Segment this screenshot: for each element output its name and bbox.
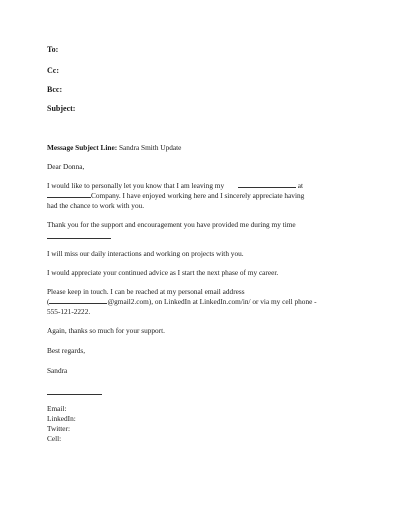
- blank-company-name: [238, 181, 296, 188]
- contact-linkedin-label: LinkedIn:: [47, 414, 76, 423]
- paragraph-1-line-1-end: at: [297, 181, 304, 190]
- paragraph-2: Thank you for the support and encouragement you have provided me during my time: [47, 220, 296, 229]
- message-subject-line-label: Message Subject Line:: [47, 143, 118, 152]
- to-label: To:: [47, 45, 59, 54]
- message-subject-line-value: Sandra Smith Update: [118, 143, 182, 152]
- closing: Best regards,: [47, 346, 86, 355]
- paren-open: (: [47, 297, 50, 306]
- paragraph-1-line-2: [47, 191, 304, 201]
- paragraph-1-line-2-text: Company. I have enjoyed working here and I sincerely appreciate having: [91, 191, 305, 200]
- paragraph-6: Again, thanks so much for your support.: [47, 326, 165, 335]
- message-subject-line: [47, 143, 181, 153]
- contact-twitter-label: Twitter:: [47, 424, 70, 433]
- subject-label: Subject:: [47, 104, 76, 113]
- paragraph-5-line-1: Please keep in touch. I can be reached at my personal email address: [47, 287, 245, 296]
- blank-time-line: [47, 238, 111, 239]
- signature-rule: [47, 394, 102, 395]
- blank-company: [47, 191, 91, 198]
- bcc-label: Bcc:: [47, 85, 63, 94]
- paragraph-3: I will miss our daily interactions and working on projects with you.: [47, 249, 244, 258]
- paragraph-1-line-1-start: I would like to personally let you know that I am leaving my: [47, 181, 225, 190]
- paragraph-1-line-1: [47, 181, 303, 191]
- paragraph-5-line-2-text: @gmail2.com), on LinkedIn at LinkedIn.com/in/ or via my cell phone -: [107, 297, 317, 306]
- contact-email-label: Email:: [47, 404, 67, 413]
- paragraph-5-line-2: [47, 297, 317, 307]
- signature-name: Sandra: [47, 366, 68, 375]
- paragraph-4: I would appreciate your continued advice as I start the next phase of my career.: [47, 268, 279, 277]
- contact-cell-label: Cell:: [47, 434, 62, 443]
- cc-label: Cc:: [47, 66, 59, 75]
- greeting: Dear Donna,: [47, 162, 85, 171]
- blank-email: [49, 297, 107, 304]
- paragraph-1-line-3: had the chance to work with you.: [47, 201, 145, 210]
- paragraph-5-line-3: 555-121-2222.: [47, 307, 91, 316]
